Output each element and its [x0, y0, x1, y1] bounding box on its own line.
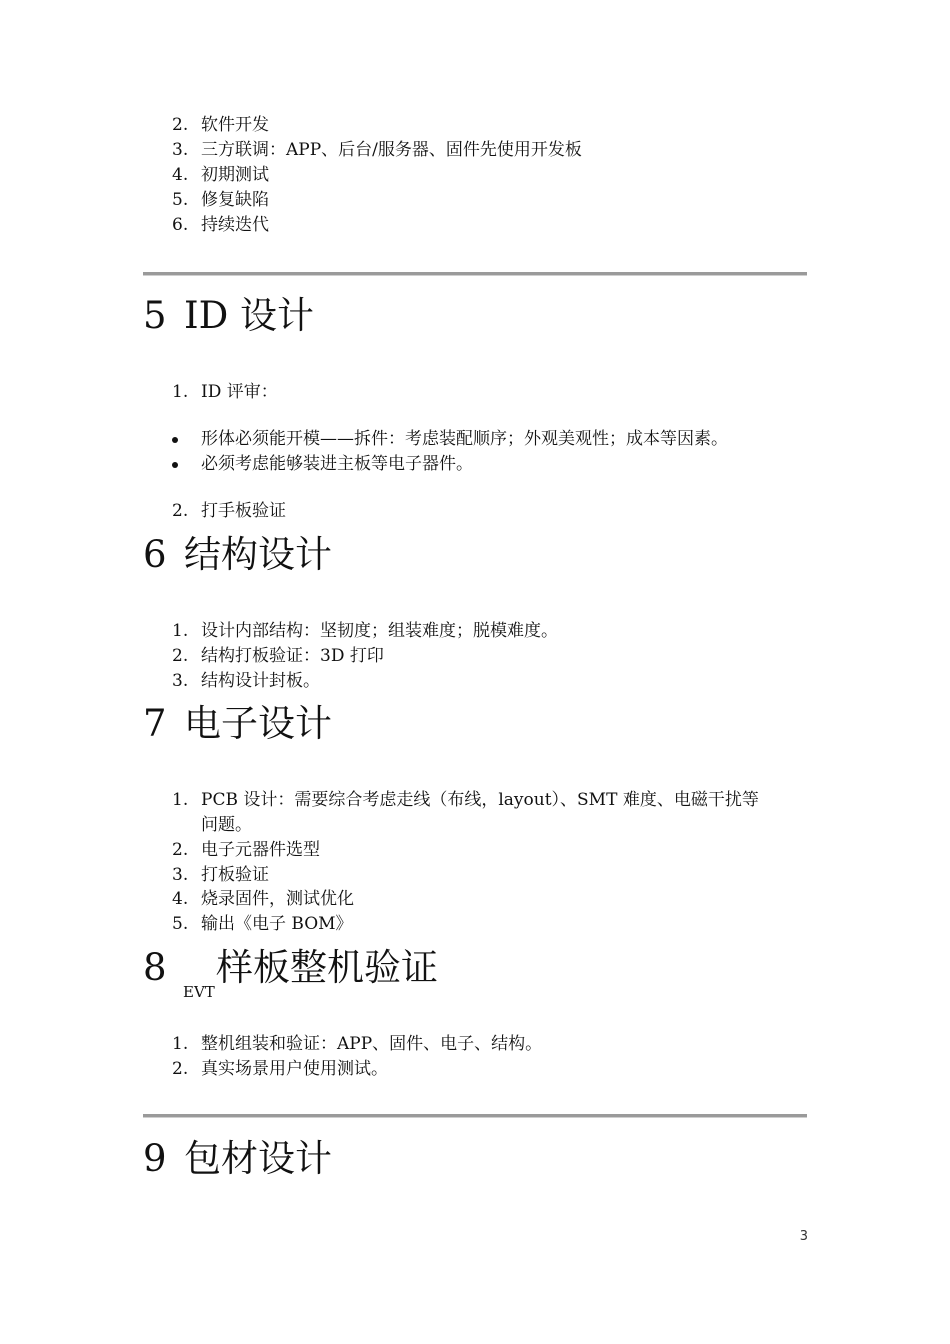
list-text: ID 评审： [201, 382, 278, 402]
section-title: 包材设计 [184, 1137, 332, 1180]
list-number: 1. [172, 382, 189, 402]
bullet-text: 必须考虑能够装进主板等电子器件。 [201, 454, 473, 474]
list-number: 3. [172, 671, 189, 691]
page-number: 3 [799, 1229, 808, 1244]
list-number: 1. [172, 621, 189, 641]
section-title: 电子设计 [184, 702, 332, 745]
list-number: 3. [172, 140, 189, 160]
list-number: 4. [172, 889, 189, 909]
list-number: 5. [172, 190, 189, 210]
section-title: 样板整机验证 [216, 946, 438, 989]
section-subscript: EVT [183, 983, 215, 1001]
list-number: 1. [172, 1034, 189, 1054]
list-text: 打手板验证 [201, 501, 286, 521]
list-text: 三方联调：APP、后台/服务器、固件先使用开发板 [201, 140, 582, 160]
list-text: 结构打板验证：3D 打印 [201, 646, 384, 666]
list-text: 打板验证 [201, 865, 269, 885]
list-number: 6. [172, 215, 189, 235]
list-text: 电子元器件选型 [201, 840, 320, 860]
list-text: 设计内部结构：坚韧度；组装难度；脱模难度。 [201, 621, 558, 641]
section-divider [143, 1114, 807, 1118]
section-number: 7 [143, 702, 167, 745]
list-number: 1. [172, 790, 189, 810]
list-text: 修复缺陷 [201, 190, 269, 210]
list-text: 初期测试 [201, 165, 269, 185]
list-number: 2. [172, 501, 189, 521]
list-text: 整机组装和验证：APP、固件、电子、结构。 [201, 1034, 543, 1054]
list-number: 2. [172, 1059, 189, 1079]
section-title: 结构设计 [184, 533, 332, 576]
list-number: 5. [172, 914, 189, 934]
list-number: 2. [172, 646, 189, 666]
list-text: 软件开发 [201, 115, 269, 135]
bullet-icon [172, 437, 178, 443]
list-text: 持续迭代 [201, 215, 269, 235]
section-number: 9 [143, 1137, 167, 1180]
list-text: 结构设计封板。 [201, 671, 320, 691]
list-text: PCB 设计：需要综合考虑走线（布线，layout）、SMT 难度、电磁干扰等 [201, 790, 759, 810]
section-number: 6 [143, 533, 167, 576]
list-number: 4. [172, 165, 189, 185]
list-number: 2. [172, 840, 189, 860]
section-title: ID 设计 [184, 294, 315, 337]
list-text: 输出《电子 BOM》 [201, 914, 353, 934]
list-number: 2. [172, 115, 189, 135]
list-text: 问题。 [201, 815, 252, 835]
section-number: 8 [143, 946, 167, 989]
bullet-text: 形体必须能开模——拆件：考虑装配顺序；外观美观性；成本等因素。 [201, 429, 728, 449]
list-number: 3. [172, 865, 189, 885]
list-text: 烧录固件，测试优化 [201, 889, 354, 909]
section-divider [143, 272, 807, 276]
list-text: 真实场景用户使用测试。 [201, 1059, 388, 1079]
section-number: 5 [143, 294, 167, 337]
bullet-icon [172, 462, 178, 468]
